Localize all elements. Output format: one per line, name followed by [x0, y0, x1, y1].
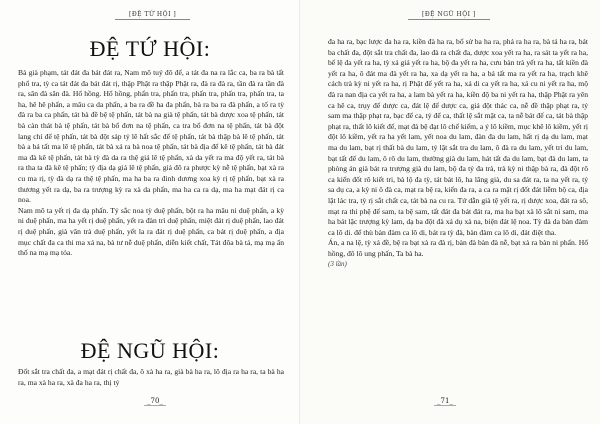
page-number-left: _70_ [144, 397, 166, 406]
section-title-de-ngu-hoi: ĐỆ NGŨ HỘI: [80, 338, 220, 363]
right-paragraph-1: đa ha ra, bạc lược đa ha ra, kiền đà ha ra, bổ sử ba ha ra, phả ra ha ra, bà tả ha ra, bát ba chất đa, đột sắt tra chất đa, lao đà ra chất đa, dược xoa yết ra ha, ra sát ta yết ra ha, bế lệ đa yết ra ha, tỳ xá giá yết ra ha, bộ đa yết ra ha, cưu bàn trà yết ra ha, tất kiền đà yết ra ha, ô đát ma đà yết ra ha, xa dạ yết ra ha, a bá tất ma ra yết ra ha, trạch khê cách trà kỳ ni yết ra ha, rị Phật đế yết ra ha, xá di ca yết ra ha, xá cu ni yết ra ha, mộ đà ra nan địa ca yết ra ha, a lam bà yết ra ha, kiền độ ba ni yết ra ha, thập Phật ra yên ca hê ca, trụy đế dược ca, đát lệ đế dược ca, giả đột thác ca, nễ đề thập phạt ra, tỷ sam ma thập phạt ra, bạc để ca, tỷ để ca, thất lệ sắt mật ca, ta nễ bát đế ca, tát bà thập phạt ra, thất lô kiết đế, mạt đà bệ đạt lô chế kiếm, a ỷ lô kiềm, mục khê lô kiềm, yết rị đột lô kiềm, yết ra ha yết lam, yết noa du lam, đàn đa du lam, hất rị dạ du lam, mạt ma du lam, bạt rị thất bà du lam, tỷ lật sắt tra du lam, ô đà ra du lam, yết tri du lam, bạt tất đế du lam, ô rô du lam, thường già du lam, hát tất đa du lam, bạt đà du lam, ta phòng án già bát ra trượng già du lam, bộ đa tỷ đa trà, trà kỳ ni thập bà ra, đà đột rô ca kiến đốt rô kiết tri, bà lộ đa tỳ, tát bát lô, ha lăng già, du sa đát ra, ta na yết ra, tỷ sa dụ ca, a kỳ ni ô đà ca, mạt ra bệ ra, kiến đa ra, a ca ra mật rị đốt đát liễm bộ ca, địa lật lác tra, tỳ rị sắt chất ca, tát bà na cu ra. Tứ dẫn già tệ yết ra, rị dược xoa, đát ra sô, mạt ra thi phệ đế sam, ta bệ sam, tất đát đa bát đát ra, ma ha bạt xà lô sắt ni sam, ma ha bát lặc trượng kỳ lam, dạ ba đột đà xá dụ xà na, biện đát lệ noa. Tỳ đà da bàn đàm ca lô di. để thù bàn đàm ca lô di, bát ra tỳ đà, bàn đàm ca lô di, đát điệt tha. [328, 37, 589, 237]
section-title-de-tu-hoi: ĐỆ TỨ HỘI: [89, 36, 211, 61]
page-number-right: _71_ [434, 397, 456, 406]
left-paragraph-3: Đốt sắt tra chất đa, a mạt đát rị chất đa, ô xà ha ra, già bà ha ra, lô địa ra ha ra, ta bà ha ra, ma xà ha ra, xà đa ha ra, thị tỷ [18, 367, 284, 387]
left-paragraph-2: Nam mô ta yết rị đa dạ phấn. Tỷ sắc noa tỳ duệ phấn, bột ra ha mâu ni duệ phấn, a kỳ ni duệ phấn, ma ha yết rị duệ phấn, yết ra đàn trì duệ phấn, miệt đát rị duệ phấn, lao đát rị duệ phấn, già văn trà duệ phấn, yết la ra đát rị duệ phấn, ca bát rị duệ phấn, a địa mục chất đa ca thi ma xá na, bà tư nễ duệ phấn, diễn kiết chất, Tát đõa bà tả, mạ mạ ấn thố na mạ mạ tỏa. [18, 205, 284, 258]
right-body-text [328, 37, 588, 270]
repeat-note: (3 lần) [328, 260, 347, 269]
right-page [300, 0, 600, 424]
left-paragraph-1: Bà già phạm, tát đát đa bát đát ra, Nam mô tuý đô đế, a tát đa na ra lắc ca, ba ra bà tất phổ tra, tỳ ca tát đát đa bát đát rị, thập Phật ra thập Phật ra, đà ra đà ra, tần đà ra tần đà ra, sân đà sân đà. Hổ hồng. Hổ hồng, phấn tra, phấn tra, phấn tra, phấn tra, phấn tra, ta ha, hê hê phấn, a mâu ca da phấn, a ba ra đề ha đa phấn, bà ra ba ra đà phấn, a tố ra tỳ đà ra ba ca phấn, tát bà đề bệ tệ phấn, tát bà na già tệ phấn, tát bà dược xoa tệ phấn, tát bà càn thát bà tệ phấn, tát bà bổ đơn na tệ phấn, ca tra bổ đơn na tệ phấn, tát bà đột lang chỉ đế tệ phấn, tát bà đột sáp tỷ lê hất sắc đế tệ phấn, tát bà thập bà lê tệ phấn, tát bà a bá tất ma lê tệ phấn, tát bà xá ra bà noa tệ phấn, tát bà địa để kê tệ phấn, tát bà đát ma đà kê tệ phấn, tát bà tỳ đà da ra thệ giá lê tệ phấn, xà da yết ra ma độ yết ra, tát bà ra tha ta đà kê tệ phấn; tỳ địa dạ giá lê tệ phấn, giả đô ra phược kỳ nễ tệ phấn, bạt xà ra cu ma rị, tỳ đà dạ ra thệ tệ phấn, ma ha ba ra đinh dương xoa kỳ rị tệ phấn, bạt xà ra thương yết ra dạ, ba ra trượng kỳ ra xà da phấn, ma ha ca ra dạ, ma ha mạt đát rị ca noa. [18, 68, 284, 205]
left-body-text [18, 68, 284, 259]
running-head-left: [ĐỆ TỨ HỘI ] [115, 11, 190, 20]
running-head-right: [ĐỆ NGŨ HỘI ] [408, 11, 490, 20]
left-body-text-2 [18, 367, 284, 388]
right-paragraph-2: Án, a na lệ, tỳ xá đề, bệ ra bạt xà ra đà rị, bàn đà bàn đà nễ, bạt xà ra bàn ni phấn. Hổ hồng, đô lô ung phấn, Ta bà ha. [328, 238, 588, 258]
